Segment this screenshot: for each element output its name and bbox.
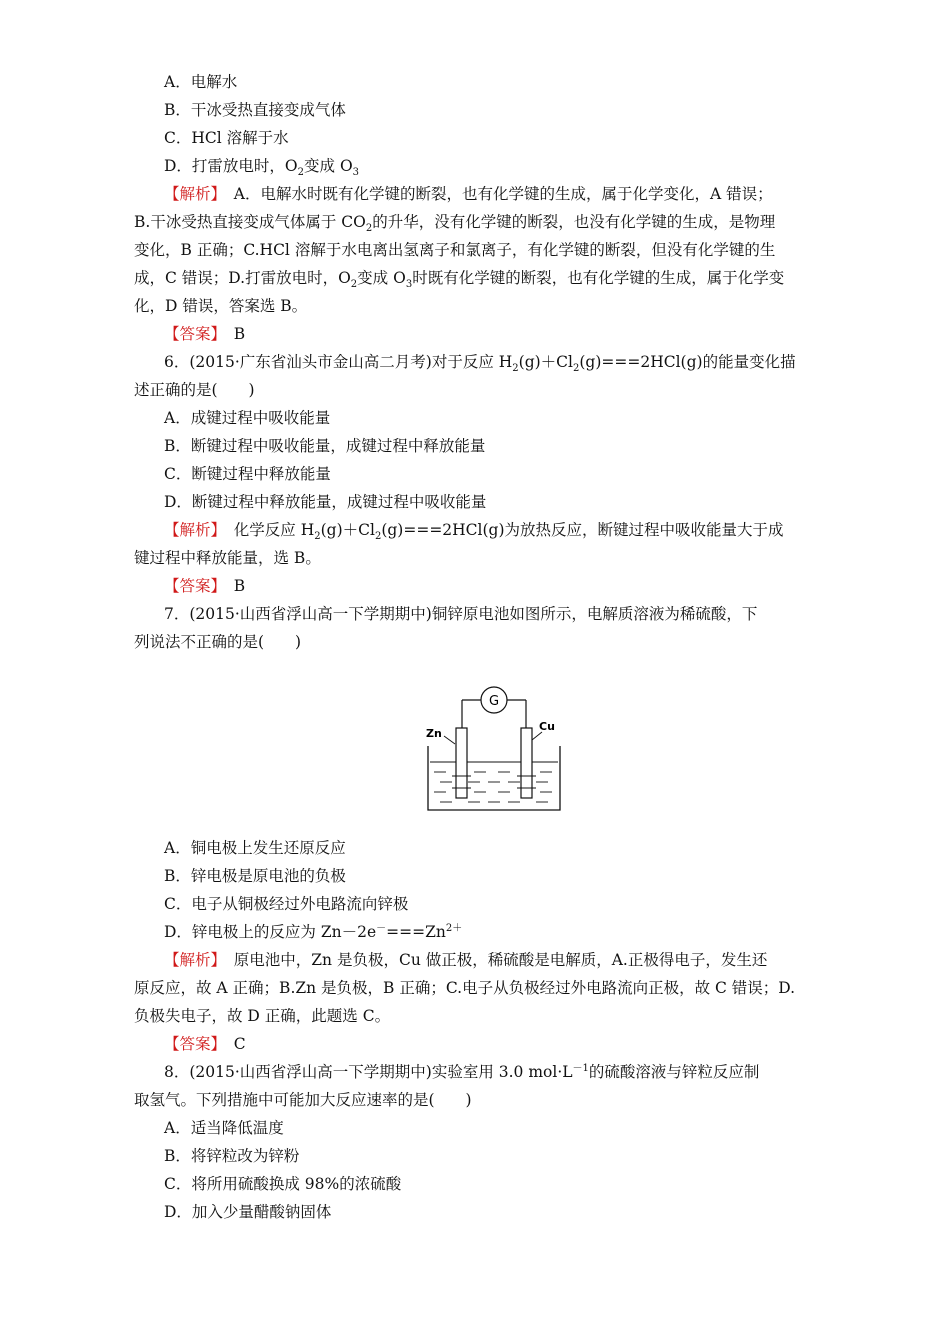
q8-stem-line-1: 8．(2015·山西省浮山高一下学期期中)实验室用 3.0 $mol\cdot L^{-1}$的硫酸溶液与锌粒反应制: [164, 1062, 760, 1081]
galvanometer-label: G: [488, 694, 500, 709]
q5-option-a: A．电解水: [164, 73, 238, 91]
answer-tag: 【答案】: [164, 577, 219, 595]
q6-stem-line-1: 6．(2015·广东省汕头市金山高二月考)对于反应 $H_2(g)+Cl_2(g)===2HCl(g)$的能量变化描: [164, 353, 796, 375]
q6-analysis-line-1: 【解析】 化学反应 $H_2(g)+Cl_2(g)===2HCl(g)$为放热反应，断键过程中吸收能量大于成: [164, 521, 784, 543]
q5-analysis-line-4: 成，C 错误；D.打雷放电时，$O_2$变成 $O_3$时既有化学键的断裂，也有化学键的生成，属于化学变: [134, 269, 785, 291]
q7-option-a: A．铜电极上发生还原反应: [164, 839, 346, 857]
beaker: [428, 746, 560, 810]
q8-option-b: B．将锌粒改为锌粉: [164, 1147, 300, 1165]
q5-option-d: D．打雷放电时，$O_2$变成 $O_3$: [164, 157, 360, 179]
q7-answer: 【答案】 C: [164, 1035, 246, 1053]
q6-stem-line-2: 述正确的是( ): [134, 381, 255, 399]
q8-option-d: D．加入少量醋酸钠固体: [164, 1203, 332, 1221]
galvanic-cell-diagram: [424, 664, 564, 814]
q6-analysis-line-2: 键过程中释放能量，选 B。: [134, 549, 321, 567]
copper-label-pointer: [532, 732, 542, 740]
analysis-tag: 【解析】: [164, 521, 219, 539]
q5-option-b: B．干冰受热直接变成气体: [164, 101, 346, 119]
zinc-electrode-label: Zn: [426, 727, 442, 740]
answer-tag: 【答案】: [164, 1035, 219, 1053]
q7-option-b: B．锌电极是原电池的负极: [164, 867, 346, 885]
q7-option-d: D．锌电极上的反应为 $Zn-2e^-===Zn^{2+}$: [164, 922, 463, 941]
dilute-sulfuric-acid-solution: [434, 772, 552, 802]
q5-analysis-line-5: 化，D 错误，答案选 B。: [134, 297, 308, 315]
q7-stem-line-2: 列说法不正确的是( ): [134, 633, 302, 651]
zinc-label-pointer: [444, 736, 455, 744]
galvanic-cell-figure: [134, 656, 824, 834]
q7-option-c: C．电子从铜极经过外电路流向锌极: [164, 895, 409, 913]
copper-electrode: [521, 728, 532, 798]
q7-analysis-line-2: 原反应，故 A 正确；B.Zn 是负极，B 正确；C.电子从负极经过外电路流向正极，故 C 错误；D.: [134, 979, 796, 997]
q7-stem-line-1: 7．(2015·山西省浮山高一下学期期中)铜锌原电池如图所示，电解质溶液为稀硫酸，下: [164, 605, 758, 623]
q6-answer: 【答案】 B: [164, 577, 246, 595]
document-content: [134, 68, 824, 1226]
q7-analysis-line-1: 【解析】 原电池中，Zn 是负极，Cu 做正极，稀硫酸是电解质，A.正极得电子，发生还: [164, 951, 768, 969]
answer-tag: 【答案】: [164, 325, 219, 343]
analysis-tag: 【解析】: [164, 185, 219, 203]
zinc-electrode: [456, 728, 467, 798]
q5-option-c: C．HCl 溶解于水: [164, 129, 289, 147]
q5-analysis-line-1: 【解析】 A．电解水时既有化学键的断裂，也有化学键的生成，属于化学变化，A 错误；: [164, 185, 773, 203]
analysis-tag: 【解析】: [164, 951, 219, 969]
q5-answer: 【答案】 B: [164, 325, 246, 343]
q8-option-a: A．适当降低温度: [164, 1119, 284, 1137]
q8-stem-line-2: 取氢气。下列措施中可能加大反应速率的是( ): [134, 1091, 472, 1109]
copper-electrode-label: Cu: [539, 720, 555, 733]
q6-option-d: D．断键过程中释放能量，成键过程中吸收能量: [164, 493, 487, 511]
q6-option-c: C．断键过程中释放能量: [164, 465, 331, 483]
q7-analysis-line-3: 负极失电子，故 D 正确，此题选 C。: [134, 1007, 391, 1025]
q6-option-b: B．断键过程中吸收能量，成键过程中释放能量: [164, 437, 486, 455]
q5-analysis-line-3: 变化，B 正确；C.HCl 溶解于水电离出氢离子和氯离子，有化学键的断裂，但没有化学键的生: [134, 241, 776, 259]
q8-option-c: C．将所用硫酸换成 98%的浓硫酸: [164, 1175, 402, 1193]
q6-option-a: A．成键过程中吸收能量: [164, 409, 331, 427]
q5-analysis-line-2: B.干冰受热直接变成气体属于 $CO_2$的升华，没有化学键的断裂，也没有化学键的生成，是物理: [134, 213, 776, 235]
